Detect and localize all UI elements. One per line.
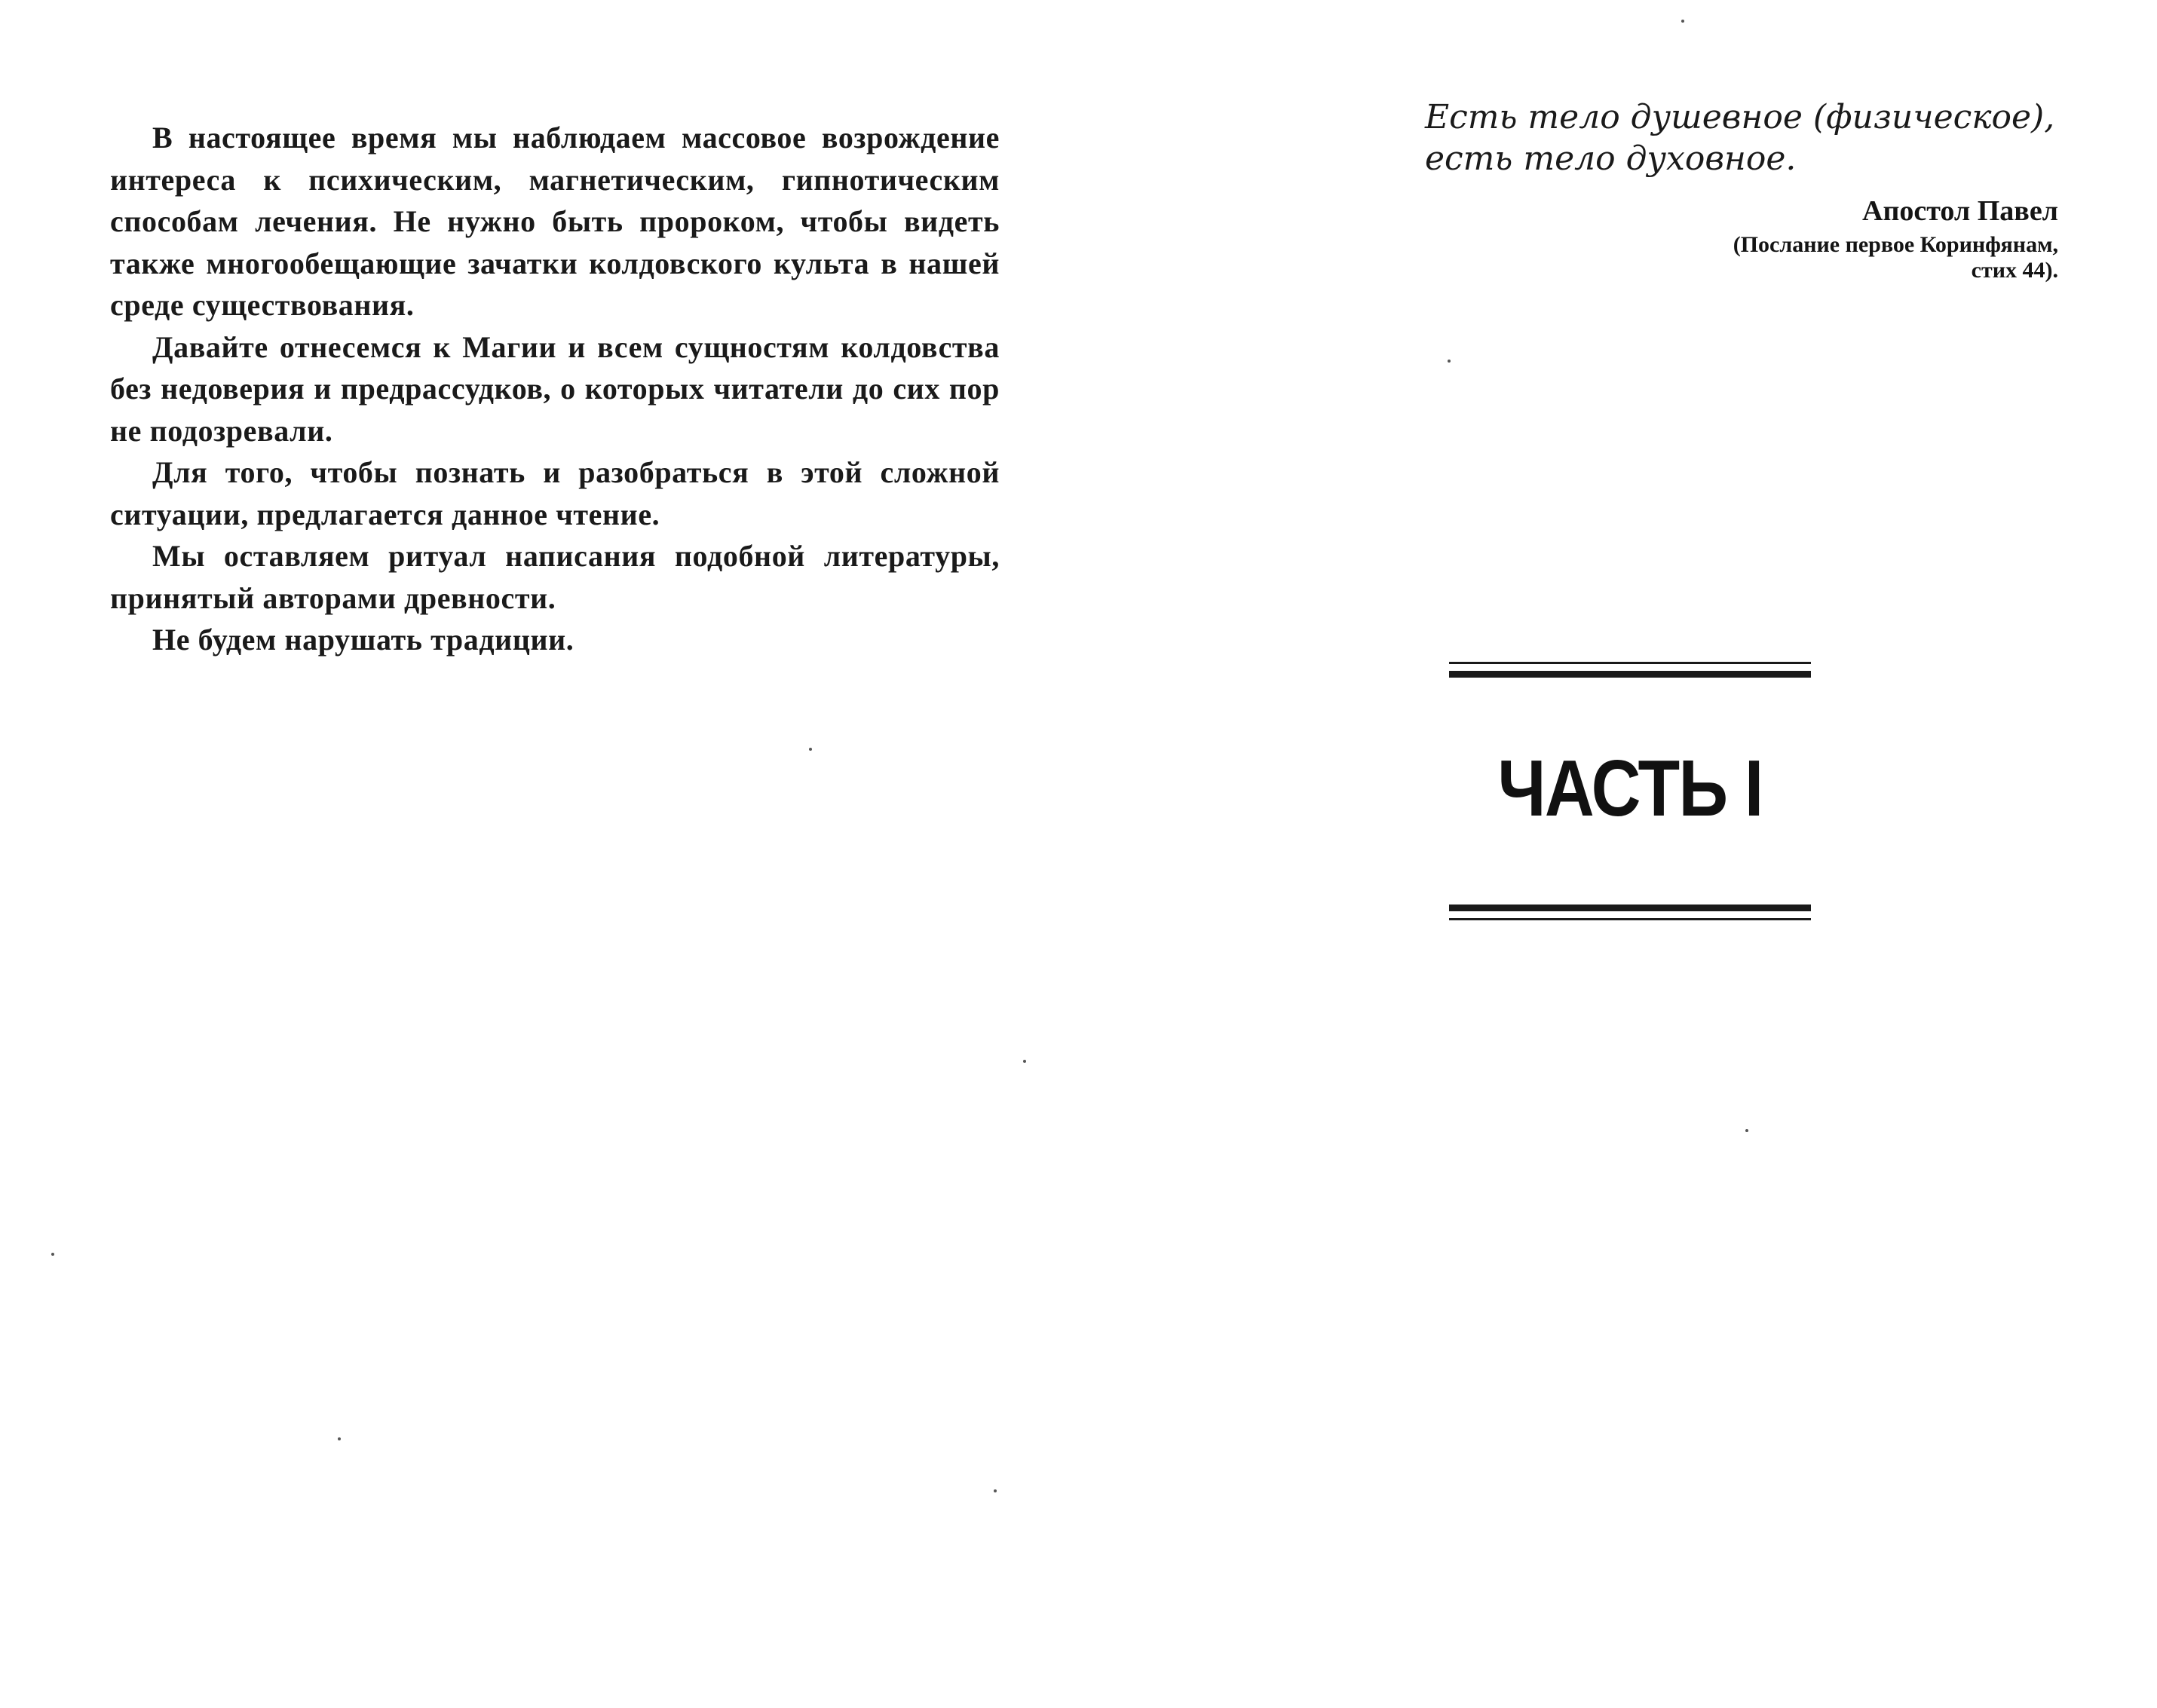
- scan-speck: [1681, 20, 1684, 23]
- paragraph-4: Мы оставляем ритуал написания подобной литературы, принятый авторами древности.: [110, 539, 1000, 615]
- paragraph-5: Не будем нарушать традиции.: [152, 623, 574, 657]
- right-page: [1078, 0, 2157, 1708]
- epigraph: [1425, 96, 2058, 283]
- scan-speck: [809, 748, 812, 751]
- left-page: [0, 0, 1078, 1708]
- epigraph-author: Апостол Павел: [1862, 195, 2058, 227]
- scan-speck: [1023, 1060, 1026, 1063]
- epigraph-source: (Послание первое Коринфянам, стих 44).: [1733, 232, 2058, 283]
- epigraph-quote: Есть тело душевное (физическое), есть тело духовное.: [1425, 98, 2055, 178]
- scan-speck: [1448, 360, 1451, 363]
- paragraph-3: Для того, чтобы познать и разобраться в этой сложной ситуации, предлагается данное чтение.: [110, 455, 1000, 531]
- scan-speck: [1745, 1129, 1748, 1132]
- part-heading: ЧАСТЬ I: [1497, 744, 1763, 833]
- paragraph-1: В настоящее время мы наблюдаем массовое возрождение интереса к психическим, магнетическим, гипнотическим способам лечения. Не нужно быть пророком, чтобы видеть также многообещающие зачатки колдовского культа в нашей среде существования.: [110, 121, 1000, 322]
- scan-speck: [338, 1437, 341, 1440]
- preface-text: [110, 117, 1000, 661]
- scan-speck: [51, 1253, 54, 1256]
- rule-below-heading: [1449, 905, 1811, 920]
- paragraph-2: Давайте отнесемся к Магии и всем сущностям колдовства без недоверия и предрассудков, о которых читатели до сих пор не подозревали.: [110, 329, 1000, 448]
- scan-speck: [994, 1489, 997, 1492]
- rule-above-heading: [1449, 662, 1811, 678]
